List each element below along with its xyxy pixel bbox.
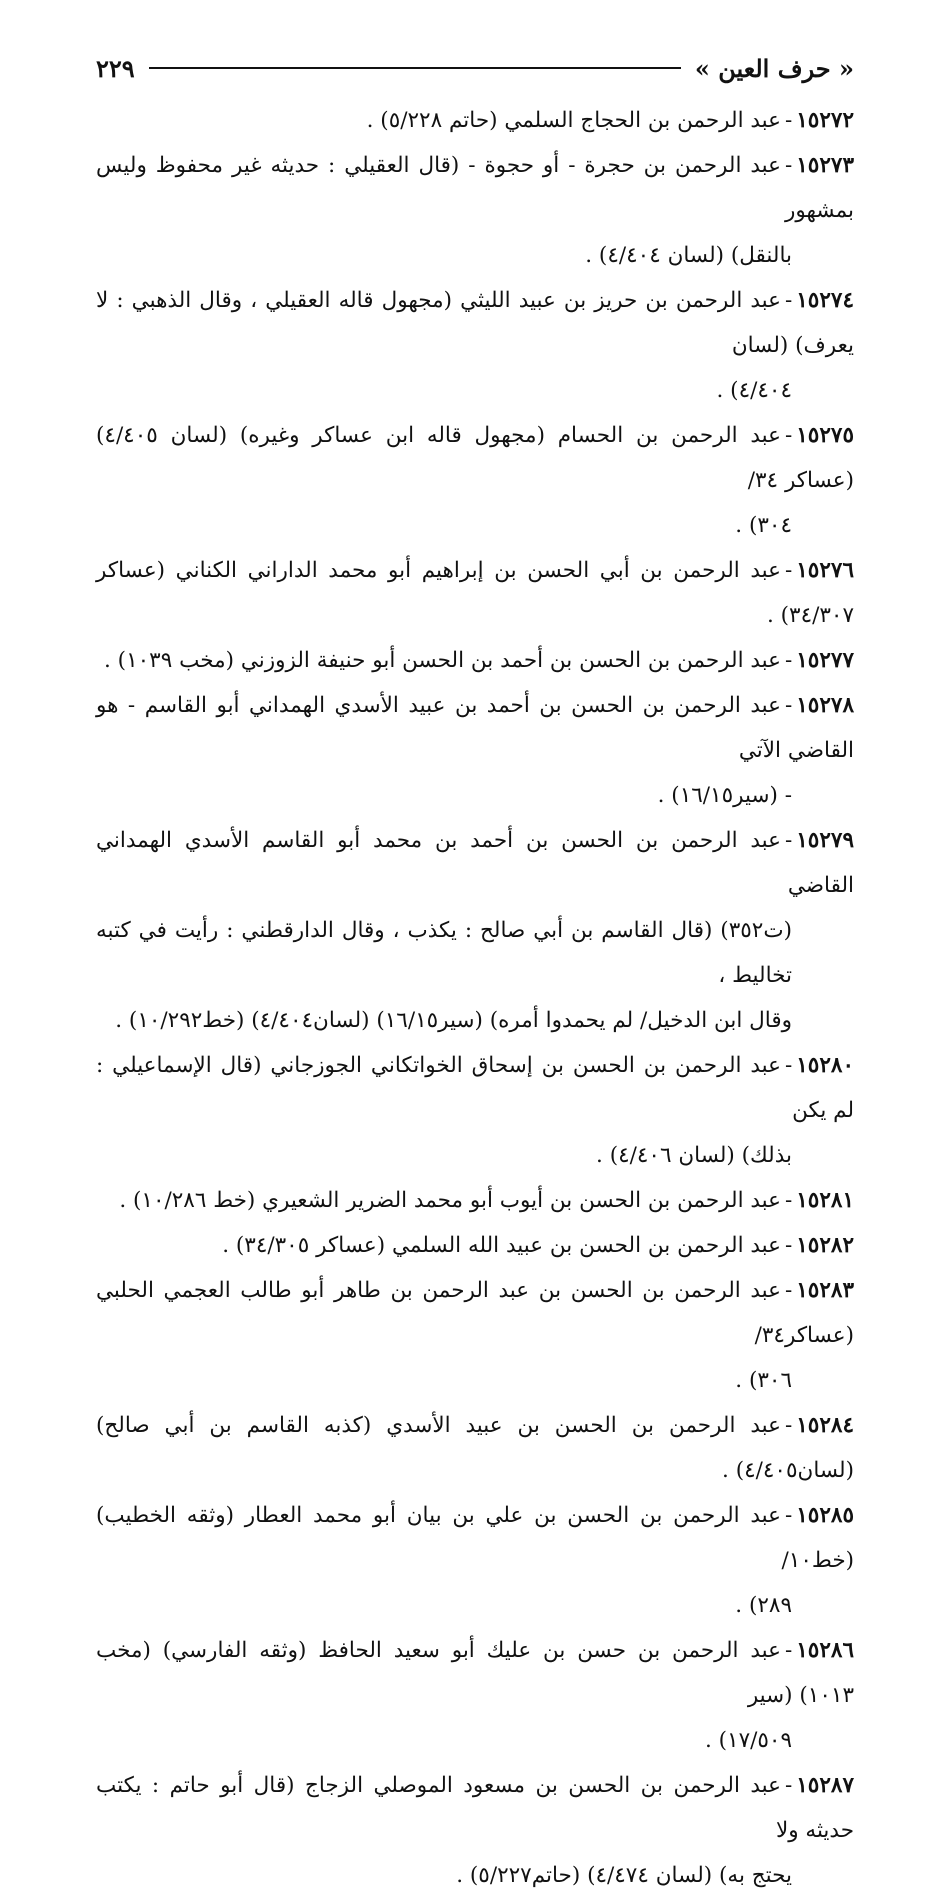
entry-continuation: يحتج به) (لسان ٤/٤٧٤) (حاتم٥/٢٢٧) . (456, 1863, 792, 1888)
entry-number: ١٥٢٨١ (796, 1188, 854, 1213)
entry-text: عبد الرحمن بن الحسن بن أحمد بن عبيد الأسدي الهمداني أبو القاسم - هو القاضي الآتي (96, 693, 854, 763)
entry-dash: - (784, 1233, 793, 1258)
entry-item (96, 1178, 854, 1223)
entry-dash: - (784, 1278, 793, 1303)
entry-dash: - (784, 1503, 793, 1528)
entry-text: عبد الرحمن بن الحجاج السلمي (حاتم ٥/٢٢٨) . (366, 108, 781, 133)
entry-continuation: بالنقل) (لسان ٤/٤٠٤) . (585, 243, 792, 268)
entry-continuation: ١٧/٥٠٩) . (704, 1728, 792, 1753)
entry-item (96, 1763, 854, 1898)
entry-item (96, 548, 854, 638)
entry-number: ١٥٢٧٣ (796, 153, 854, 178)
entry-text: عبد الرحمن بن الحسن بن مسعود الموصلي الزجاج (قال أبو حاتم : يكتب حديثه ولا (96, 1773, 854, 1843)
entry-text: عبد الرحمن بن الحسن بن إسحاق الخواتكاني الجوزجاني (قال الإسماعيلي : لم يكن (96, 1053, 854, 1123)
entry-text: عبد الرحمن بن حجرة - أو حجوة - (قال العقيلي : حديثه غير محفوظ وليس بمشهور (96, 153, 854, 223)
entry-number: ١٥٢٨٤ (796, 1413, 854, 1438)
entry-continuation: ٢٨٩) . (735, 1593, 792, 1618)
entry-text: عبد الرحمن بن الحسام (مجهول قاله ابن عساكر وغيره) (لسان ٤/٤٠٥) (عساكر ٣٤/ (96, 423, 854, 493)
entry-text: عبد الرحمن بن أبي الحسن بن إبراهيم أبو محمد الداراني الكناني (عساكر ٣٤/٣٠٧) . (96, 558, 854, 628)
entry-text: عبد الرحمن بن الحسن بن علي بن بيان أبو محمد العطار (وثقه الخطيب) (خط١٠/ (96, 1503, 854, 1573)
header-rule (149, 67, 681, 69)
entry-text: عبد الرحمن بن الحسن بن عبيد الأسدي (كذبه القاسم بن أبي صالح) (لسان٤/٤٠٥) . (96, 1413, 854, 1483)
entry-item (96, 1223, 854, 1268)
entry-item (96, 1268, 854, 1403)
entry-list (96, 98, 854, 1898)
entry-item (96, 818, 854, 1043)
entry-dash: - (784, 1188, 793, 1213)
page-number: ٢٢٩ (96, 53, 135, 83)
entry-item (96, 1403, 854, 1493)
entry-continuation: - (سير١٦/١٥) . (657, 783, 792, 808)
entry-dash: - (784, 108, 793, 133)
entry-dash: - (784, 423, 793, 448)
entry-number: ١٥٢٨٧ (796, 1773, 854, 1798)
entry-dash: - (784, 1053, 793, 1078)
entry-number: ١٥٢٧٨ (796, 693, 854, 718)
entry-number: ١٥٢٨٦ (796, 1638, 854, 1663)
entry-number: ١٥٢٧٢ (796, 108, 854, 133)
entry-number: ١٥٢٨٣ (796, 1278, 854, 1303)
entry-continuation: وقال ابن الدخيل/ لم يحمدوا أمره) (سير١٦/١٥) (لسان٤/٤٠٤) (خط١٠/٢٩٢) . (115, 1008, 792, 1033)
entry-dash: - (784, 1773, 793, 1798)
entry-dash: - (784, 1413, 793, 1438)
entry-text: عبد الرحمن بن حسن بن عليك أبو سعيد الحافظ (وثقه الفارسي) (مخب ١٠١٣) (سير (96, 1638, 854, 1708)
entry-number: ١٥٢٨٢ (796, 1233, 854, 1258)
entry-dash: - (784, 828, 793, 853)
entry-text: عبد الرحمن بن الحسن بن أحمد بن محمد أبو القاسم الأسدي الهمداني القاضي (96, 828, 854, 898)
page-header (96, 48, 854, 88)
entry-item (96, 143, 854, 278)
entry-item (96, 98, 854, 143)
entry-item (96, 638, 854, 683)
entry-number: ١٥٢٧٤ (796, 288, 854, 313)
entry-text: عبد الرحمن بن الحسن بن عبد الرحمن بن طاهر أبو طالب العجمي الحلبي (عساكر٣٤/ (96, 1278, 854, 1348)
entry-text: عبد الرحمن بن الحسن بن عبيد الله السلمي (عساكر ٣٤/٣٠٥) . (222, 1233, 781, 1258)
running-title: « حرف العين » (694, 53, 854, 83)
entry-number: ١٥٢٧٩ (796, 828, 854, 853)
entry-number: ١٥٢٧٧ (796, 648, 854, 673)
entry-dash: - (784, 153, 793, 178)
entry-text: عبد الرحمن بن حريز بن عبيد الليثي (مجهول قاله العقيلي ، وقال الذهبي : لا يعرف) (لسان (96, 288, 854, 358)
entry-dash: - (784, 693, 793, 718)
entry-text: عبد الرحمن بن الحسن بن أحمد بن الحسن أبو حنيفة الزوزني (مخب ١٠٣٩) . (104, 648, 781, 673)
entry-item (96, 413, 854, 548)
entry-dash: - (784, 1638, 793, 1663)
entry-continuation: ٣٠٦) . (735, 1368, 792, 1393)
entry-number: ١٥٢٨٥ (796, 1503, 854, 1528)
entry-item (96, 278, 854, 413)
entry-number: ١٥٢٧٦ (796, 558, 854, 583)
entry-dash: - (784, 558, 793, 583)
entry-item (96, 1043, 854, 1178)
entry-continuation: (ت٣٥٢) (قال القاسم بن أبي صالح : يكذب ، وقال الدارقطني : رأيت في كتبه تخاليط ، (96, 918, 792, 988)
entry-number: ١٥٢٧٥ (796, 423, 854, 448)
entry-item (96, 1493, 854, 1628)
entry-continuation: ٣٠٤) . (735, 513, 792, 538)
entry-continuation: ٤/٤٠٤) . (716, 378, 792, 403)
entry-dash: - (784, 288, 793, 313)
entry-item (96, 683, 854, 818)
entry-continuation: بذلك) (لسان ٤/٤٠٦) . (596, 1143, 792, 1168)
entry-number: ١٥٢٨٠ (796, 1053, 854, 1078)
entry-text: عبد الرحمن بن الحسن بن أيوب أبو محمد الضرير الشعيري (خط ١٠/٢٨٦) . (119, 1188, 781, 1213)
entry-dash: - (784, 648, 793, 673)
entry-item (96, 1628, 854, 1763)
